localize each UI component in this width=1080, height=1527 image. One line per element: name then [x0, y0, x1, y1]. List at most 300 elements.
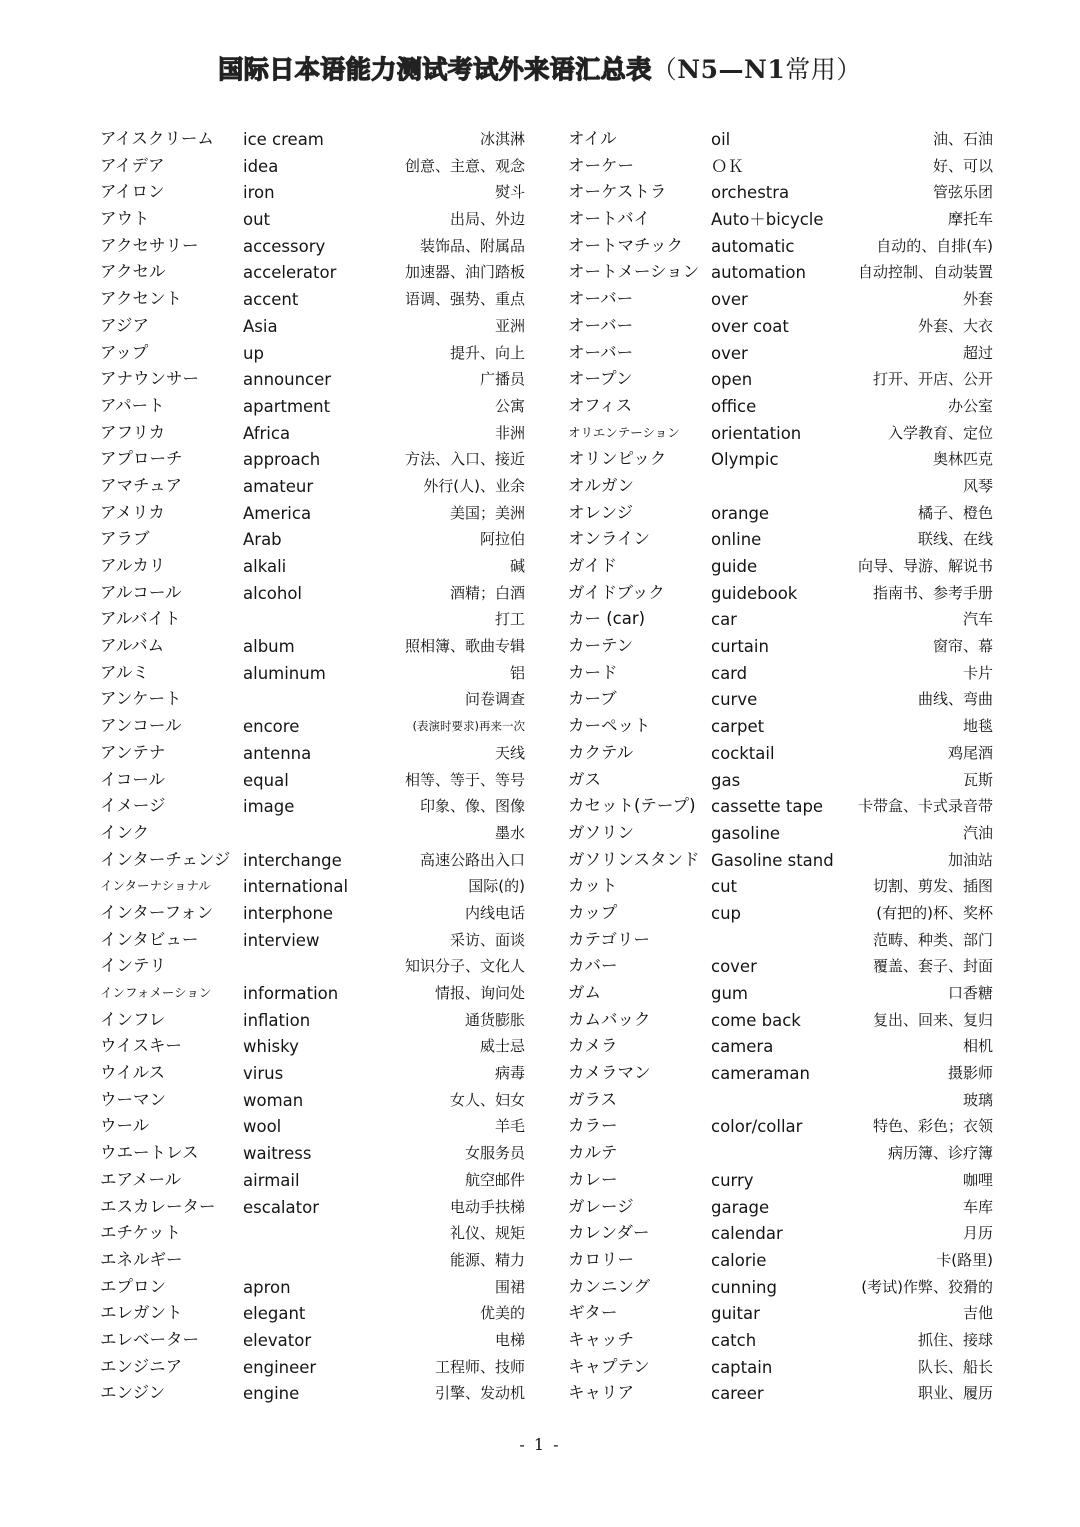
- japanese-term: カンニング: [568, 1276, 651, 1296]
- chinese-meaning: 铝: [509, 663, 525, 682]
- chinese-meaning: 加油站: [947, 850, 993, 869]
- chinese-meaning: 地毯: [962, 717, 993, 736]
- english-source: airmail: [243, 1170, 300, 1190]
- english-source: oil: [711, 130, 731, 149]
- vocab-row: [100, 233, 525, 260]
- english-source: catch: [711, 1330, 757, 1350]
- vocab-row: [100, 633, 525, 660]
- vocab-row: [568, 259, 993, 286]
- vocab-row: [100, 313, 525, 340]
- vocab-row: [100, 660, 525, 687]
- vocab-row: [568, 580, 993, 607]
- english-source: cunning: [711, 1277, 777, 1297]
- japanese-term: イコール: [100, 769, 166, 789]
- vocab-row: [100, 740, 525, 767]
- english-source: engineer: [243, 1357, 317, 1377]
- vocab-row: [568, 1380, 993, 1407]
- chinese-meaning: 通货膨胀: [464, 1010, 525, 1029]
- vocab-row: [568, 1300, 993, 1327]
- japanese-term: アイデア: [100, 155, 165, 175]
- english-source: aluminum: [243, 663, 326, 683]
- chinese-meaning: 吉他: [962, 1304, 993, 1323]
- english-source: cup: [711, 903, 742, 923]
- vocab-row: [568, 1060, 993, 1087]
- english-source: orange: [711, 503, 770, 523]
- vocab-row: [568, 1167, 993, 1194]
- vocab-row: [568, 1247, 993, 1274]
- vocab-row: [100, 286, 525, 313]
- vocab-row: [568, 206, 993, 233]
- english-source: idea: [243, 156, 279, 176]
- japanese-term: エアメール: [100, 1169, 182, 1189]
- japanese-term: アルバム: [100, 636, 165, 656]
- japanese-term: エスカレーター: [100, 1196, 216, 1216]
- vocab-row: [100, 1140, 525, 1167]
- japanese-term: アフリカ: [100, 422, 166, 442]
- chinese-meaning: (考试)作弊、狡猾的: [861, 1277, 993, 1296]
- vocab-row: [568, 686, 993, 713]
- chinese-meaning: 汽油: [962, 823, 993, 842]
- english-source: America: [243, 503, 312, 523]
- english-source: ＯＫ: [711, 156, 744, 176]
- japanese-term: カラー: [568, 1116, 618, 1136]
- japanese-term: イメージ: [100, 796, 166, 816]
- chinese-meaning: 出局、外边: [449, 210, 525, 229]
- english-source: ice cream: [243, 130, 324, 149]
- chinese-meaning: 相机: [962, 1037, 993, 1056]
- vocab-row: [568, 1007, 993, 1034]
- japanese-term: アルコール: [100, 582, 182, 602]
- japanese-term: アクセント: [100, 289, 183, 309]
- japanese-term: オレンジ: [568, 502, 634, 522]
- vocab-row: [568, 793, 993, 820]
- japanese-term: アルミ: [100, 662, 149, 682]
- vocab-row: [568, 740, 993, 767]
- english-source: open: [711, 370, 753, 390]
- japanese-term: ウーマン: [100, 1089, 166, 1109]
- chinese-meaning: 情报、询问处: [434, 984, 525, 1002]
- japanese-term: アクセル: [100, 262, 166, 282]
- english-source: guidebook: [711, 583, 798, 603]
- chinese-meaning: 自动的、自排(车): [876, 236, 993, 255]
- vocab-row: [568, 553, 993, 580]
- english-source: interchange: [243, 850, 342, 870]
- chinese-meaning: 女人、妇女: [449, 1090, 525, 1109]
- japanese-term: インフレ: [100, 1009, 166, 1029]
- english-source: interphone: [243, 903, 334, 923]
- japanese-term: アナウンサー: [100, 369, 199, 389]
- japanese-term: オートメーション: [568, 262, 700, 282]
- chinese-meaning: 加速器、油门踏板: [404, 263, 525, 282]
- vocab-row: [568, 1033, 993, 1060]
- vocab-row: [100, 366, 525, 393]
- english-source: career: [711, 1384, 764, 1404]
- chinese-meaning: 卡带盒、卡式录音带: [857, 797, 993, 816]
- chinese-meaning: 国际(的): [468, 877, 525, 896]
- english-source: calorie: [711, 1250, 767, 1270]
- vocab-row: [568, 606, 993, 633]
- japanese-term: ギター: [568, 1303, 618, 1323]
- chinese-meaning: 电动手扶梯: [449, 1197, 525, 1216]
- vocab-row: [568, 500, 993, 527]
- vocab-row: [100, 500, 525, 527]
- vocab-row: [100, 606, 525, 633]
- english-source: whisky: [243, 1037, 299, 1057]
- vocab-row: [100, 1194, 525, 1221]
- title-outlined-text: 国际日本语能力测试考试外来语汇总表: [218, 55, 652, 84]
- vocab-row: [100, 1380, 525, 1407]
- japanese-term: オルガン: [568, 475, 634, 495]
- japanese-term: ガイド: [568, 556, 618, 575]
- chinese-meaning: 好、可以: [932, 156, 993, 175]
- japanese-term: インタビュー: [100, 929, 199, 949]
- english-source: automatic: [711, 236, 795, 256]
- vocab-row: [100, 1247, 525, 1274]
- english-source: guide: [711, 557, 758, 576]
- vocab-row: [568, 660, 993, 687]
- vocab-row: [568, 446, 993, 473]
- japanese-term: ガソリンスタンド: [568, 849, 700, 869]
- japanese-term: ウール: [100, 1116, 150, 1136]
- japanese-term: エレガント: [100, 1303, 183, 1323]
- english-source: apron: [243, 1277, 291, 1297]
- chinese-meaning: 礼仪、规矩: [449, 1224, 525, 1243]
- vocab-column-right: [568, 126, 993, 1407]
- chinese-meaning: 卡(路里): [936, 1250, 993, 1269]
- chinese-meaning: 抓住、接球: [917, 1330, 993, 1349]
- vocab-row: [100, 1007, 525, 1034]
- english-source: iron: [243, 183, 275, 203]
- japanese-term: カルテ: [568, 1143, 618, 1163]
- english-source: accent: [243, 290, 299, 310]
- chinese-meaning: 车库: [962, 1197, 993, 1216]
- chinese-meaning: 汽车: [962, 610, 993, 629]
- english-source: calendar: [711, 1224, 783, 1244]
- chinese-meaning: 打开、开店、公开: [872, 370, 993, 389]
- japanese-term: ウイルス: [100, 1063, 166, 1083]
- vocab-row: [100, 420, 525, 447]
- japanese-term: オーバー: [568, 289, 634, 309]
- english-source: virus: [243, 1064, 284, 1084]
- english-source: captain: [711, 1357, 773, 1377]
- english-source: elevator: [243, 1330, 312, 1350]
- chinese-meaning: 覆盖、套子、封面: [872, 957, 993, 976]
- vocab-row: [100, 900, 525, 927]
- english-source: cover: [711, 957, 757, 977]
- english-source: orchestra: [711, 183, 790, 203]
- vocab-row: [568, 1194, 993, 1221]
- english-source: Arab: [243, 530, 282, 550]
- page-header: [0, 50, 1080, 86]
- vocab-row: [100, 126, 525, 153]
- vocab-row: [100, 713, 525, 740]
- japanese-term: エプロン: [100, 1276, 166, 1296]
- english-source: cut: [711, 877, 737, 897]
- english-source: over: [711, 343, 748, 363]
- chinese-meaning: 酒精；白酒: [449, 583, 525, 602]
- vocab-row: [568, 393, 993, 420]
- japanese-term: オリエンテーション: [568, 424, 680, 440]
- chinese-meaning: 采访、面谈: [449, 930, 525, 949]
- chinese-meaning: 电梯: [494, 1330, 525, 1349]
- chinese-meaning: 美国；美洲: [449, 503, 525, 522]
- chinese-meaning: 知识分子、文化人: [404, 957, 525, 976]
- vocab-row: [568, 126, 993, 153]
- english-source: amateur: [243, 476, 314, 496]
- vocab-row: [568, 153, 993, 180]
- page-title: [0, 50, 1080, 86]
- english-source: online: [711, 530, 762, 550]
- japanese-term: ガソリン: [568, 822, 634, 842]
- vocab-column-left: [100, 126, 525, 1407]
- vocab-row: [100, 179, 525, 206]
- japanese-term: カムバック: [568, 1009, 651, 1029]
- japanese-term: キャリア: [568, 1383, 634, 1403]
- chinese-meaning: 队长、船长: [917, 1357, 993, 1376]
- japanese-term: アンケート: [100, 689, 182, 709]
- japanese-term: アプローチ: [100, 449, 183, 469]
- chinese-meaning: 亚洲: [494, 316, 525, 335]
- english-source: cassette tape: [711, 797, 824, 817]
- chinese-meaning: 天线: [494, 743, 525, 762]
- vocab-row: [568, 340, 993, 367]
- title-level: N5—N1: [677, 55, 786, 84]
- japanese-term: ガス: [568, 769, 601, 789]
- english-source: carpet: [711, 717, 765, 737]
- english-source: announcer: [243, 370, 332, 390]
- chinese-meaning: 病毒: [494, 1064, 525, 1083]
- chinese-meaning: 高速公路出入口: [419, 850, 525, 869]
- vocab-row: [100, 153, 525, 180]
- vocab-row: [568, 633, 993, 660]
- japanese-term: ガム: [568, 983, 601, 1002]
- chinese-meaning: (有把的)杯、奖杯: [876, 903, 993, 922]
- chinese-meaning: 向导、导游、解说书: [857, 557, 993, 575]
- english-source: curtain: [711, 637, 769, 657]
- title-usage: 常用: [785, 55, 837, 84]
- chinese-meaning: 提升、向上: [449, 343, 525, 362]
- japanese-term: エチケット: [100, 1223, 182, 1243]
- chinese-meaning: 能源、精力: [449, 1250, 525, 1269]
- chinese-meaning: 碱: [509, 557, 525, 575]
- english-source: out: [243, 210, 271, 230]
- chinese-meaning: 指南书、参考手册: [872, 583, 993, 602]
- japanese-term: アパート: [100, 395, 165, 415]
- english-source: accessory: [243, 236, 326, 256]
- chinese-meaning: 职业、履历: [917, 1384, 993, 1403]
- japanese-term: オートマチック: [568, 235, 684, 255]
- japanese-term: アメリカ: [100, 502, 165, 522]
- vocab-row: [568, 286, 993, 313]
- english-source: apartment: [243, 396, 331, 416]
- vocab-row: [568, 313, 993, 340]
- japanese-term: オーケー: [568, 155, 634, 175]
- english-source: card: [711, 663, 748, 683]
- japanese-term: カメラマン: [568, 1063, 651, 1083]
- japanese-term: エンジニア: [100, 1356, 183, 1376]
- vocab-row: [100, 767, 525, 794]
- vocab-row: [568, 980, 993, 1007]
- english-source: Asia: [243, 316, 278, 336]
- chinese-meaning: 橘子、橙色: [917, 503, 993, 522]
- english-source: antenna: [243, 743, 312, 763]
- vocab-row: [568, 873, 993, 900]
- vocab-row: [568, 900, 993, 927]
- vocab-row: [568, 927, 993, 954]
- vocab-row: [100, 206, 525, 233]
- chinese-meaning: 语调、强势、重点: [404, 290, 525, 309]
- japanese-term: カレンダー: [568, 1223, 650, 1243]
- japanese-term: カメラ: [568, 1036, 618, 1056]
- vocab-row: [568, 420, 993, 447]
- english-source: guitar: [711, 1304, 760, 1324]
- japanese-term: インク: [100, 822, 150, 842]
- chinese-meaning: 范畴、种类、部门: [872, 930, 993, 949]
- japanese-term: ガラス: [568, 1089, 618, 1109]
- japanese-term: カー (car): [568, 609, 646, 629]
- chinese-meaning: 引擎、发动机: [434, 1384, 525, 1403]
- vocab-row: [100, 1220, 525, 1247]
- japanese-term: アルカリ: [100, 556, 166, 575]
- japanese-term: アルバイト: [100, 609, 181, 629]
- japanese-term: インフォメーション: [100, 985, 212, 1000]
- english-source: alcohol: [243, 583, 302, 603]
- english-source: information: [243, 984, 339, 1003]
- japanese-term: オーバー: [568, 342, 634, 362]
- chinese-meaning: 奥林匹克: [932, 450, 993, 469]
- english-source: Africa: [243, 423, 291, 443]
- japanese-term: オーケストラ: [568, 182, 667, 202]
- chinese-meaning: 印象、像、图像: [419, 797, 525, 816]
- vocab-row: [100, 793, 525, 820]
- vocab-row: [100, 927, 525, 954]
- japanese-term: オリンピック: [568, 449, 667, 469]
- vocab-row: [568, 1354, 993, 1381]
- vocab-row: [100, 340, 525, 367]
- japanese-term: カテゴリー: [568, 929, 650, 949]
- japanese-term: ガレージ: [568, 1196, 634, 1216]
- english-source: approach: [243, 450, 321, 470]
- english-source: curve: [711, 690, 758, 710]
- chinese-meaning: 办公室: [947, 396, 993, 415]
- chinese-meaning: 相等、等于、等号: [404, 770, 525, 789]
- chinese-meaning: 羊毛: [494, 1117, 525, 1136]
- japanese-term: カバー: [568, 956, 618, 976]
- vocab-row: [568, 473, 993, 500]
- chinese-meaning: 广播员: [479, 370, 525, 389]
- chinese-meaning: 围裙: [494, 1277, 525, 1296]
- vocab-row: [100, 1113, 525, 1140]
- english-source: Olympic: [711, 450, 779, 470]
- vocab-row: [100, 580, 525, 607]
- japanese-term: ウイスキー: [100, 1036, 182, 1056]
- vocab-row: [100, 1327, 525, 1354]
- japanese-term: オフィス: [568, 395, 633, 415]
- chinese-meaning: 方法、入口、接近: [404, 450, 525, 469]
- english-source: gas: [711, 770, 741, 790]
- chinese-meaning: 外行(人)、业余: [423, 476, 525, 495]
- vocab-row: [568, 713, 993, 740]
- chinese-meaning: 照相簿、歌曲专辑: [404, 637, 525, 656]
- chinese-meaning: 创意、主意、观念: [404, 156, 525, 175]
- japanese-term: アウト: [100, 209, 150, 229]
- chinese-meaning: 特色、彩色；衣领: [872, 1117, 993, 1136]
- english-source: cocktail: [711, 743, 775, 763]
- english-source: automation: [711, 263, 806, 283]
- chinese-meaning: 内线电话: [464, 903, 525, 922]
- english-source: gasoline: [711, 823, 781, 843]
- english-source: elegant: [243, 1304, 306, 1324]
- english-source: office: [711, 396, 757, 416]
- chinese-meaning: 入学教育、定位: [887, 423, 993, 442]
- chinese-meaning: 口香糖: [947, 984, 993, 1002]
- japanese-term: アジア: [100, 315, 149, 335]
- chinese-meaning: 摩托车: [947, 210, 993, 229]
- japanese-term: キャッチ: [568, 1329, 634, 1349]
- japanese-term: インテリ: [100, 956, 166, 976]
- chinese-meaning: 阿拉伯: [479, 530, 525, 549]
- vocab-row: [568, 847, 993, 874]
- japanese-term: アクセサリー: [100, 235, 199, 255]
- chinese-meaning: 风琴: [962, 476, 993, 495]
- vocab-row: [568, 1113, 993, 1140]
- english-source: garage: [711, 1197, 770, 1217]
- japanese-term: インターフォン: [100, 902, 214, 922]
- english-source: Gasoline stand: [711, 850, 834, 870]
- japanese-term: エンジン: [100, 1383, 166, 1403]
- japanese-term: カーブ: [568, 689, 617, 709]
- japanese-term: カット: [568, 876, 618, 896]
- english-source: wool: [243, 1117, 282, 1137]
- chinese-meaning: 病历簿、诊疗簿: [887, 1144, 993, 1163]
- english-source: alkali: [243, 557, 287, 576]
- japanese-term: カーペット: [568, 716, 651, 736]
- english-source: international: [243, 877, 349, 897]
- japanese-term: オーバー: [568, 315, 634, 335]
- english-source: color/collar: [711, 1117, 803, 1137]
- vocab-row: [100, 553, 525, 580]
- chinese-meaning: 墨水: [494, 823, 525, 842]
- vocab-row: [100, 393, 525, 420]
- chinese-meaning: 月历: [962, 1224, 993, 1243]
- japanese-term: アイスクリーム: [100, 129, 214, 148]
- vocab-row: [100, 446, 525, 473]
- chinese-meaning: 航空邮件: [464, 1170, 525, 1189]
- chinese-meaning: 管弦乐团: [932, 183, 993, 202]
- english-source: engine: [243, 1384, 300, 1404]
- english-source: interview: [243, 930, 320, 950]
- vocab-row: [100, 980, 525, 1007]
- vocab-row: [568, 526, 993, 553]
- vocab-row: [100, 1033, 525, 1060]
- japanese-term: オートバイ: [568, 209, 651, 229]
- vocab-row: [568, 1220, 993, 1247]
- english-source: over: [711, 290, 748, 310]
- chinese-meaning: 冰淇淋: [479, 130, 525, 148]
- english-source: escalator: [243, 1197, 319, 1217]
- japanese-term: カセット(テープ): [568, 796, 696, 816]
- japanese-term: エネルギー: [100, 1249, 183, 1269]
- vocab-row: [568, 1140, 993, 1167]
- vocab-row: [568, 820, 993, 847]
- vocab-row: [568, 1087, 993, 1114]
- chinese-meaning: 外套: [962, 290, 993, 309]
- japanese-term: アマチュア: [100, 475, 183, 495]
- chinese-meaning: 外套、大衣: [917, 316, 993, 335]
- japanese-term: エレベーター: [100, 1329, 199, 1349]
- vocab-row: [568, 233, 993, 260]
- chinese-meaning: 油、石油: [932, 130, 993, 148]
